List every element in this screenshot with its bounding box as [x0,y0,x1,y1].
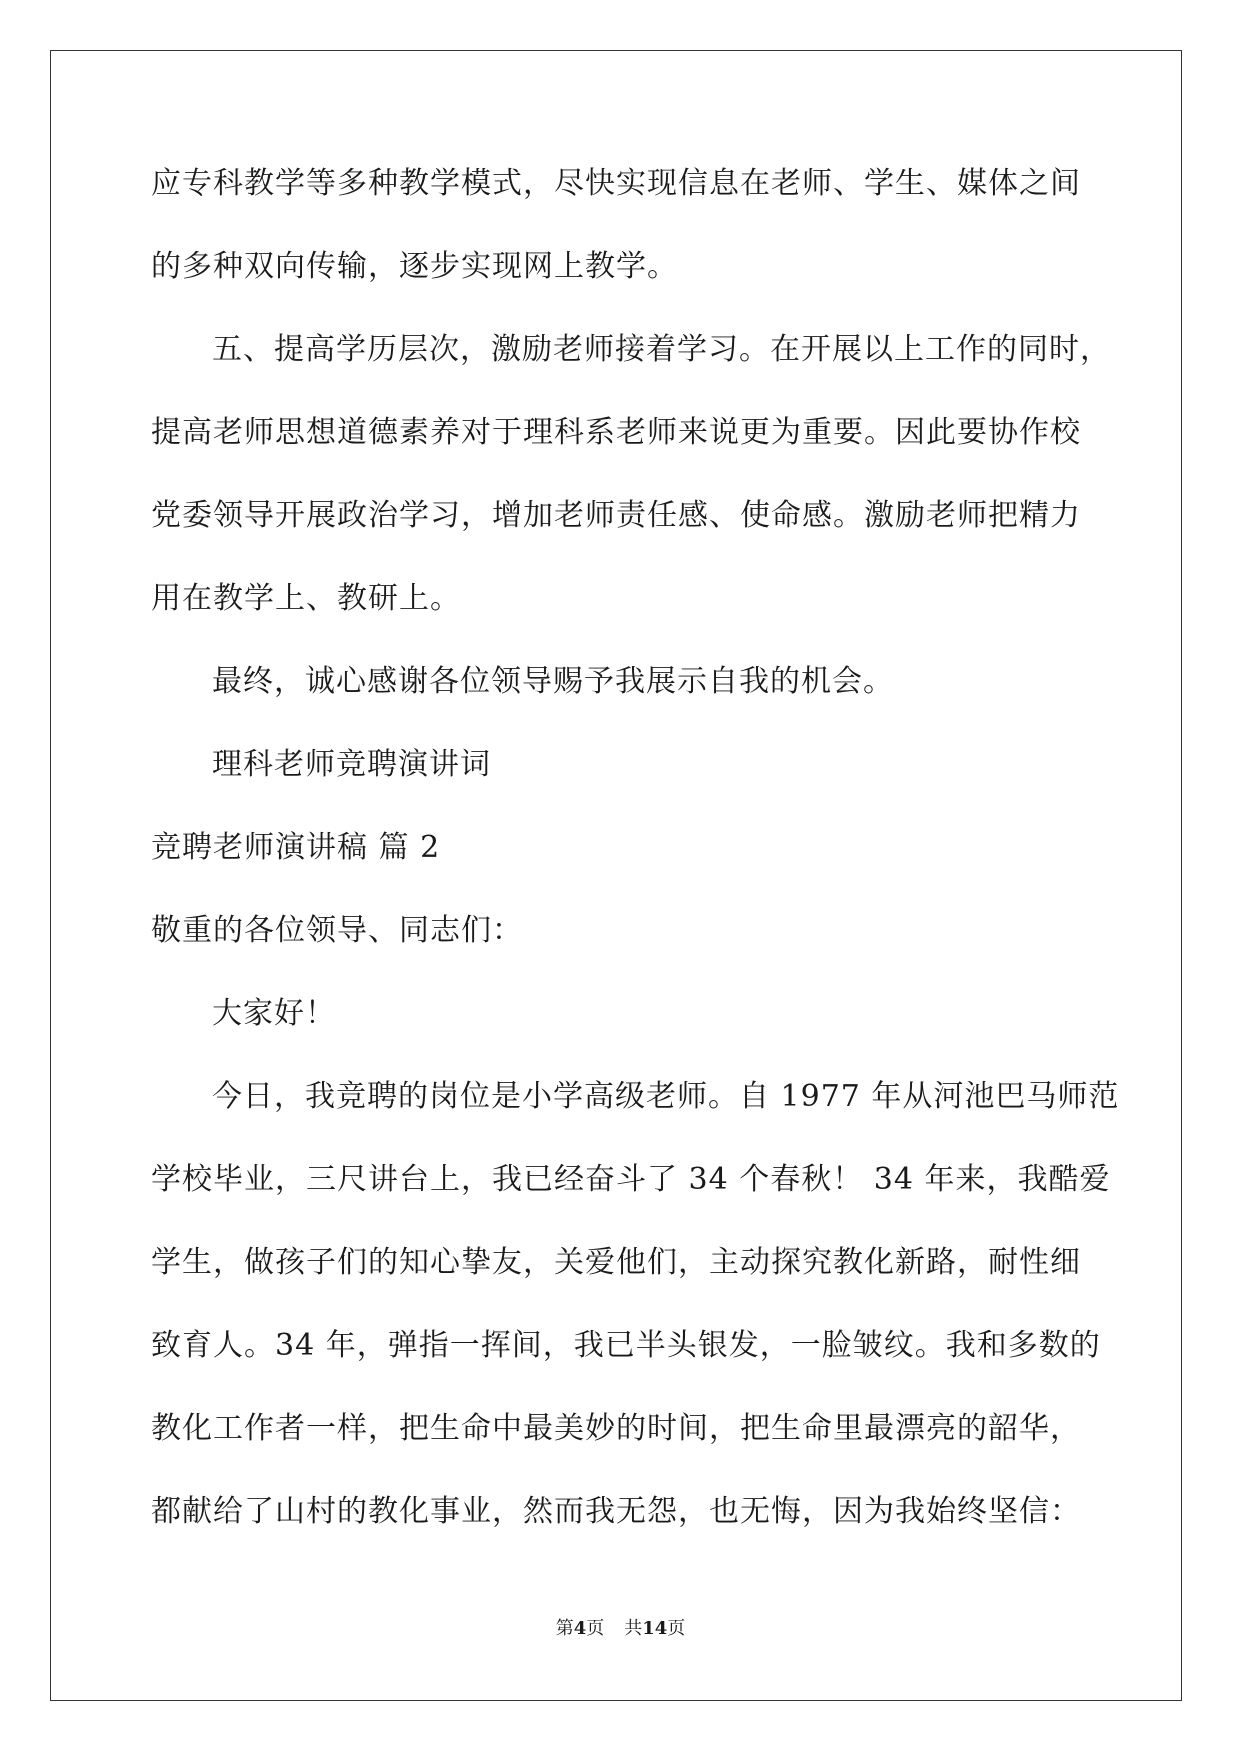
section-five-line-3: 党委领导开展政治学习，增加老师责任感、使命感。激励老师把精力 [151,498,1081,533]
salutation: 敬重的各位领导、同志们： [151,913,523,948]
footer-page-prefix: 第 [555,1618,574,1639]
para-line-5: 教化工作者一样，把生命中最美妙的时间，把生命里最漂亮的韶华， [151,1411,1081,1446]
para-line-3: 学生，做孩子们的知心挚友，关爱他们，主动探究教化新路，耐性细 [151,1245,1081,1280]
para-line-6: 都献给了山村的教化事业，然而我无怨，也无悔，因为我始终坚信： [151,1494,1081,1529]
page-footer [0,1617,1241,1641]
section-five-line-2: 提高老师思想道德素养对于理科系老师来说更为重要。因此要协作校 [151,415,1081,450]
para-line-2: 学校毕业，三尺讲台上，我已经奋斗了 34 个春秋！ 34 年来，我酷爱 [151,1162,1111,1197]
section-five-line-1: 五、提高学历层次，激励老师接着学习。在开展以上工作的同时， [212,332,1111,367]
speech-title: 理科老师竞聘演讲词 [212,747,491,782]
footer-page-suffix: 页 [586,1618,605,1639]
footer-total-prefix: 共 [624,1618,643,1639]
body-line-2: 的多种双向传输，逐步实现网上教学。 [151,249,678,284]
footer-total-suffix: 页 [667,1618,686,1639]
para-line-1: 今日，我竞聘的岗位是小学高级老师。自 1977 年从河池巴马师范 [212,1079,1120,1114]
greeting: 大家好！ [212,996,336,1031]
footer-page-current: 4 [573,1618,587,1639]
closing-thanks: 最终，诚心感谢各位领导赐予我展示自我的机会。 [212,664,894,699]
page-border [50,50,1182,1701]
article-heading: 竞聘老师演讲稿 篇 2 [151,830,441,865]
footer-page-total: 14 [642,1618,668,1639]
section-five-line-4: 用在教学上、教研上。 [151,581,461,616]
body-line-1: 应专科教学等多种教学模式，尽快实现信息在老师、学生、媒体之间 [151,166,1081,201]
para-line-4: 致育人。34 年，弹指一挥间，我已半头银发，一脸皱纹。我和多数的 [151,1328,1101,1363]
